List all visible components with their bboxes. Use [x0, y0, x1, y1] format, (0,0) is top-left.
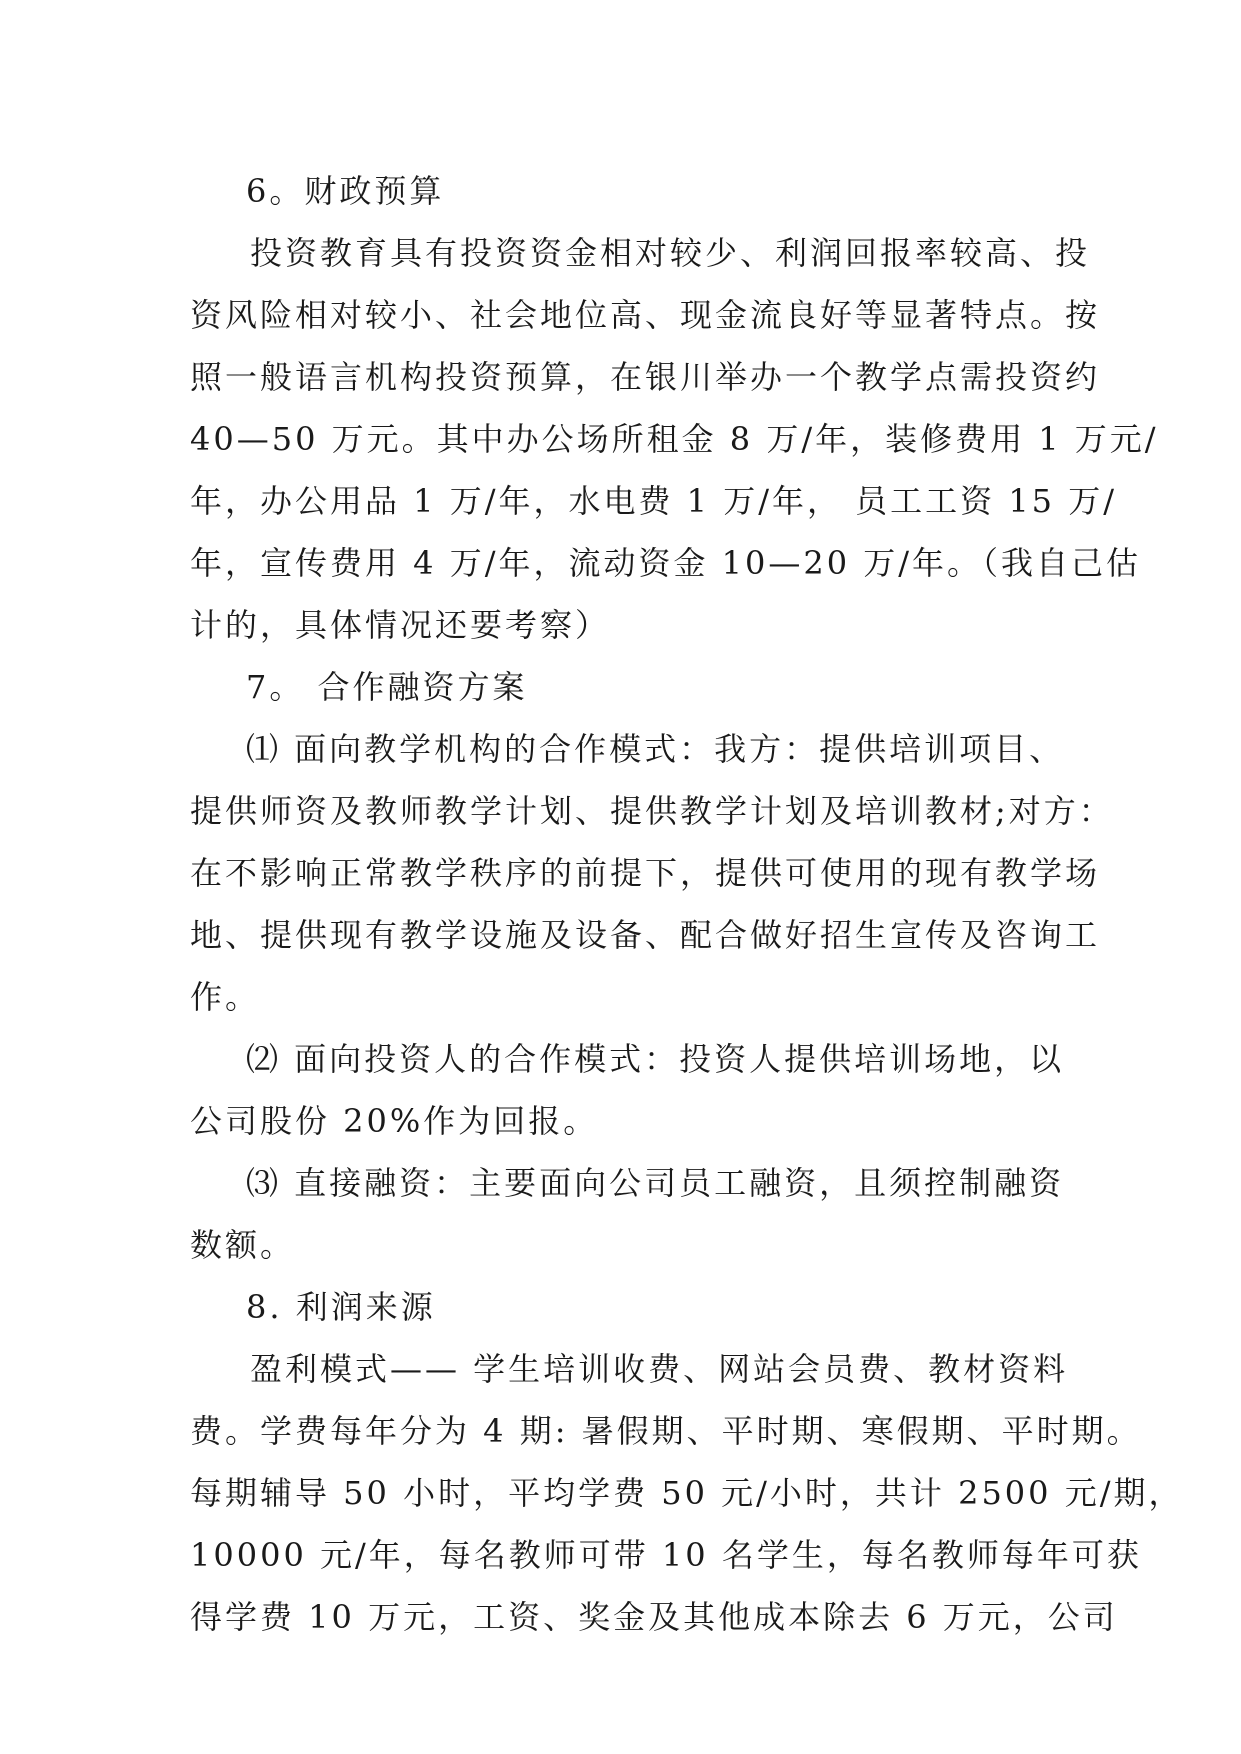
paragraph-line: 盈利模式—— 学生培训收费、网站会员费、教材资料 — [250, 1350, 1069, 1388]
section-heading-budget: 6。财政预算 — [246, 172, 445, 210]
paragraph-line: 投资教育具有投资资金相对较少、利润回报率较高、投 — [250, 234, 1091, 272]
paragraph-line: ⑴ 面向教学机构的合作模式：我方：提供培训项目、 — [246, 730, 1065, 768]
paragraph-line: 计的，具体情况还要考察） — [190, 606, 611, 644]
paragraph-line: 在不影响正常教学秩序的前提下，提供可使用的现有教学场 — [190, 854, 1101, 892]
paragraph-line: ⑵ 面向投资人的合作模式：投资人提供培训场地，以 — [246, 1040, 1065, 1078]
paragraph-line: 年，办公用品 1 万/年，水电费 1 万/年， 员工工资 15 万/ — [190, 482, 1117, 520]
paragraph-line: 40—50 万元。其中办公场所租金 8 万/年，装修费用 1 万元/ — [190, 420, 1159, 458]
paragraph-line: 10000 元/年，每名教师可带 10 名学生，每名教师每年可获 — [190, 1536, 1142, 1574]
paragraph-line: 资风险相对较小、社会地位高、现金流良好等显著特点。按 — [190, 296, 1101, 334]
paragraph-line: 公司股份 20%作为回报。 — [190, 1102, 599, 1140]
paragraph-line: 提供师资及教师教学计划、提供教学计划及培训教材;对方： — [190, 792, 1114, 830]
paragraph-line: ⑶ 直接融资：主要面向公司员工融资，且须控制融资 — [246, 1164, 1065, 1202]
section-heading-financing: 7。 合作融资方案 — [246, 668, 528, 706]
paragraph-line: 照一般语言机构投资预算，在银川举办一个教学点需投资约 — [190, 358, 1101, 396]
document-body — [190, 160, 1184, 1648]
paragraph-line: 地、提供现有教学设施及设备、配合做好招生宣传及咨询工 — [190, 916, 1101, 954]
paragraph-line: 年，宣传费用 4 万/年，流动资金 10—20 万/年。（我自己估 — [190, 544, 1142, 582]
section-heading-profit: 8. 利润来源 — [246, 1288, 436, 1326]
paragraph-line: 得学费 10 万元，工资、奖金及其他成本除去 6 万元，公司 — [190, 1598, 1118, 1636]
paragraph-line: 费。学费每年分为 4 期: 暑假期、平时期、寒假期、平时期。 — [190, 1412, 1142, 1450]
paragraph-line: 作。 — [190, 978, 261, 1016]
paragraph-line: 数额。 — [190, 1226, 296, 1264]
paragraph-line: 每期辅导 50 小时，平均学费 50 元/小时，共计 2500 元/期， — [190, 1474, 1184, 1512]
